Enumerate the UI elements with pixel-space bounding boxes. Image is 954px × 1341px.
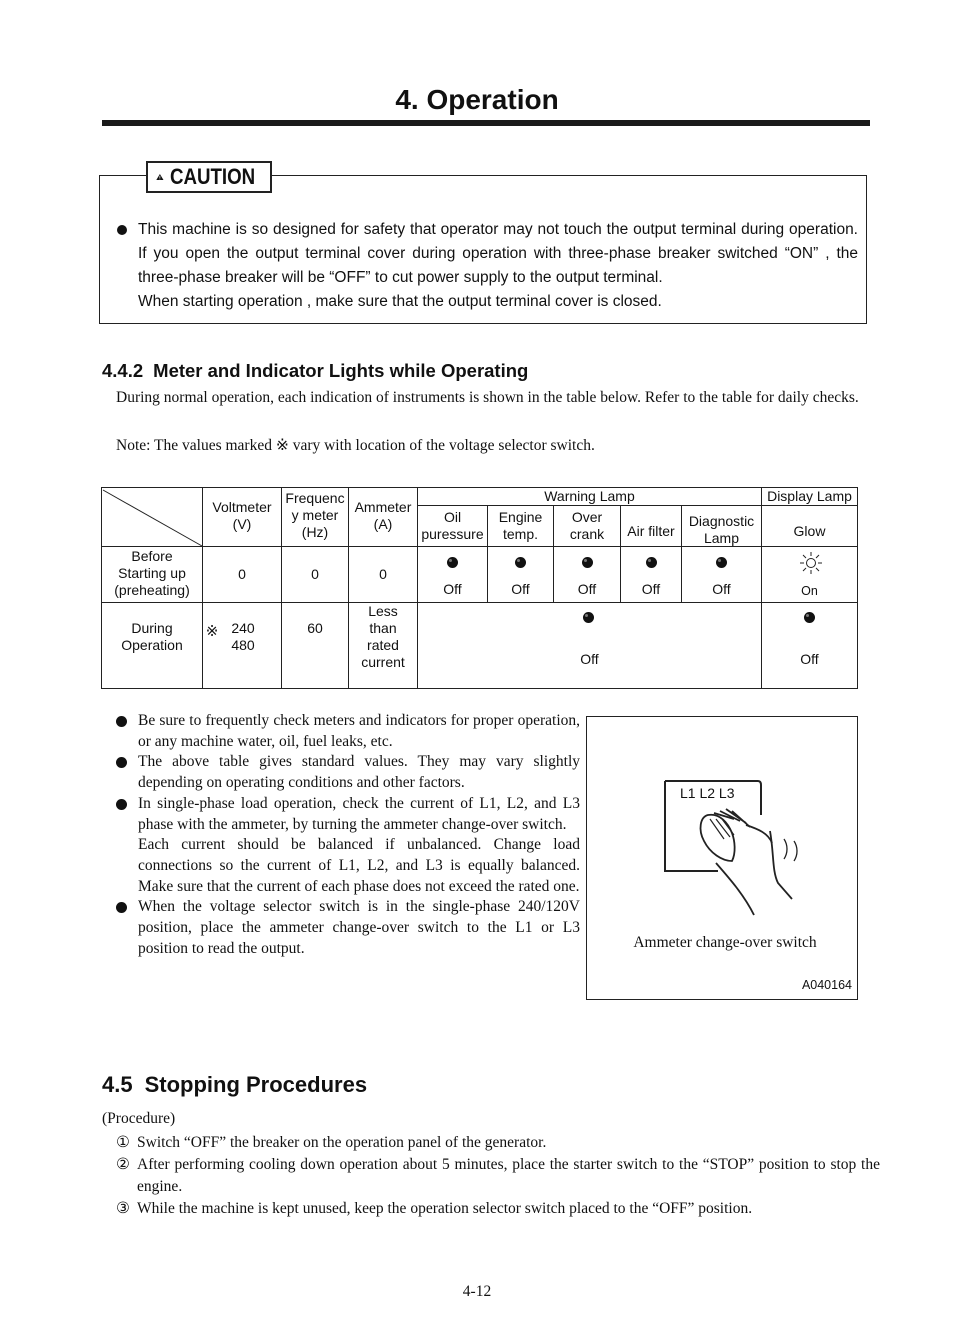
page-number: 4-12	[462, 1283, 492, 1300]
note-paragraph: Note: The values marked ※ vary with location of the voltage selector switch.	[116, 437, 595, 454]
step-marker: ③	[116, 1200, 130, 1217]
page-title: 4. Operation	[395, 84, 559, 115]
section-title: Meter and Indicator Lights while Operating	[153, 360, 529, 381]
header-warning-lamp: Warning Lamp	[544, 488, 635, 504]
list-item: When the voltage selector switch is in the single-phase 240/120V position, place the ammeter change-over switch to the L1 or L3 position to read the output.	[116, 897, 580, 959]
during-ammeter: Less than rated current	[361, 603, 405, 670]
procedure-step	[116, 1198, 880, 1220]
before-oil: Off	[443, 581, 462, 597]
header-display-lamp: Display Lamp	[767, 488, 852, 504]
before-air-filter: Off	[641, 581, 661, 597]
step-text: While the machine is kept unused, keep the operation selector switch placed to the “OFF” position.	[137, 1200, 753, 1217]
caution-text	[138, 218, 858, 314]
before-ammeter: 0	[379, 566, 387, 582]
section-number: 4.5	[102, 1072, 133, 1097]
during-frequency: 60	[307, 620, 323, 636]
header-air-filter: Air filter	[627, 523, 675, 539]
during-glow: Off	[800, 651, 819, 667]
section-title: Stopping Procedures	[144, 1072, 368, 1097]
before-glow: On	[801, 584, 818, 598]
lamp-on-icon	[799, 551, 823, 575]
during-voltmeter: 240 480	[231, 620, 255, 653]
header-engine-temp: Engine temp.	[498, 509, 543, 542]
caution-paragraph: When starting operation , make sure that the output terminal cover is closed.	[138, 293, 662, 310]
bullet-icon	[116, 799, 127, 810]
procedure-label: (Procedure)	[102, 1110, 176, 1127]
lamp-off-icon	[582, 557, 593, 568]
header-voltmeter: Voltmeter (V)	[212, 499, 272, 532]
lamp-off-icon	[515, 557, 526, 568]
figure-caption: Ammeter change-over switch	[633, 934, 817, 951]
lamp-off-icon	[447, 557, 458, 568]
intro-paragraph: During normal operation, each indication of instruments is shown in the table below. Refer to the table for daily checks.	[116, 389, 859, 406]
meter-table	[101, 487, 858, 689]
before-over-crank: Off	[577, 581, 597, 597]
diagonal-line	[101, 487, 203, 547]
lamp-off-icon	[583, 612, 594, 623]
step-marker: ①	[116, 1134, 130, 1151]
caution-paragraph: This machine is so designed for safety that operator may not touch the output terminal during operation. If you open the output terminal cover during operation with three-phase breaker switched “ON” , the three-phase breaker will be “OFF” to cut power supply to the output terminal.	[138, 221, 858, 286]
title-rule	[102, 120, 870, 126]
table-border	[101, 688, 858, 689]
header-glow: Glow	[793, 523, 826, 539]
header-oil-pressure: Oil puressure	[421, 509, 484, 542]
list-item: In single-phase load operation, check the current of L1, L2, and L3 phase with the ammeter, by turning the ammeter change-over switch. Each current should be balanced if unbalanced. Change load connections so the current of L1, L2, and L3 is equally balanced. Make sure that the current of each phase does not exceed the rated one.	[116, 794, 580, 898]
warning-triangle-icon	[156, 166, 164, 188]
before-engine: Off	[511, 581, 530, 597]
header-ammeter: Ammeter (A)	[354, 499, 412, 532]
header-over-crank: Over crank	[569, 509, 605, 542]
header-frequency: Frequenc y meter (Hz)	[285, 490, 345, 540]
bullet-icon	[116, 757, 127, 768]
table-border	[417, 505, 858, 506]
selector-mark: ※	[205, 623, 219, 640]
section-heading	[102, 360, 528, 382]
figure-code: A040164	[801, 978, 852, 992]
step-text: Switch “OFF” the breaker on the operation panel of the generator.	[137, 1134, 547, 1151]
caution-label: CAUTION	[169, 164, 255, 189]
caution-badge	[146, 161, 272, 193]
bullet-icon	[116, 716, 127, 727]
procedure-step	[116, 1154, 880, 1198]
step-text: After performing cooling down operation about 5 minutes, place the starter switch to the “STOP” position to stop the engine.	[137, 1156, 880, 1195]
before-diagnostic: Off	[712, 581, 731, 597]
row-label-during: During Operation	[121, 620, 183, 653]
section-number: 4.4.2	[102, 360, 144, 381]
bullet-icon	[116, 902, 127, 913]
header-diagnostic-lamp: Diagnostic Lamp	[688, 513, 755, 546]
table-border	[101, 602, 858, 603]
step-marker: ②	[116, 1156, 130, 1173]
before-frequency: 0	[311, 566, 319, 582]
list-item: The above table gives standard values. They may vary slightly depending on operating conditions and other factors.	[116, 752, 580, 793]
lamp-off-icon	[716, 557, 727, 568]
switch-label: L1 L2 L3	[680, 785, 735, 801]
bullet-icon	[117, 225, 127, 235]
lamp-off-icon	[804, 612, 815, 623]
list-item: Be sure to frequently check meters and indicators for proper operation, or any machine water, oil, fuel leaks, etc.	[116, 711, 580, 752]
procedure-steps	[116, 1132, 880, 1220]
row-label-before: Before Starting up (preheating)	[114, 548, 190, 598]
before-voltmeter: 0	[238, 566, 246, 582]
lamp-off-icon	[646, 557, 657, 568]
notes-list	[116, 711, 580, 959]
procedure-step	[116, 1132, 880, 1154]
during-warning-lamp: Off	[580, 651, 599, 667]
section-heading	[102, 1072, 367, 1098]
